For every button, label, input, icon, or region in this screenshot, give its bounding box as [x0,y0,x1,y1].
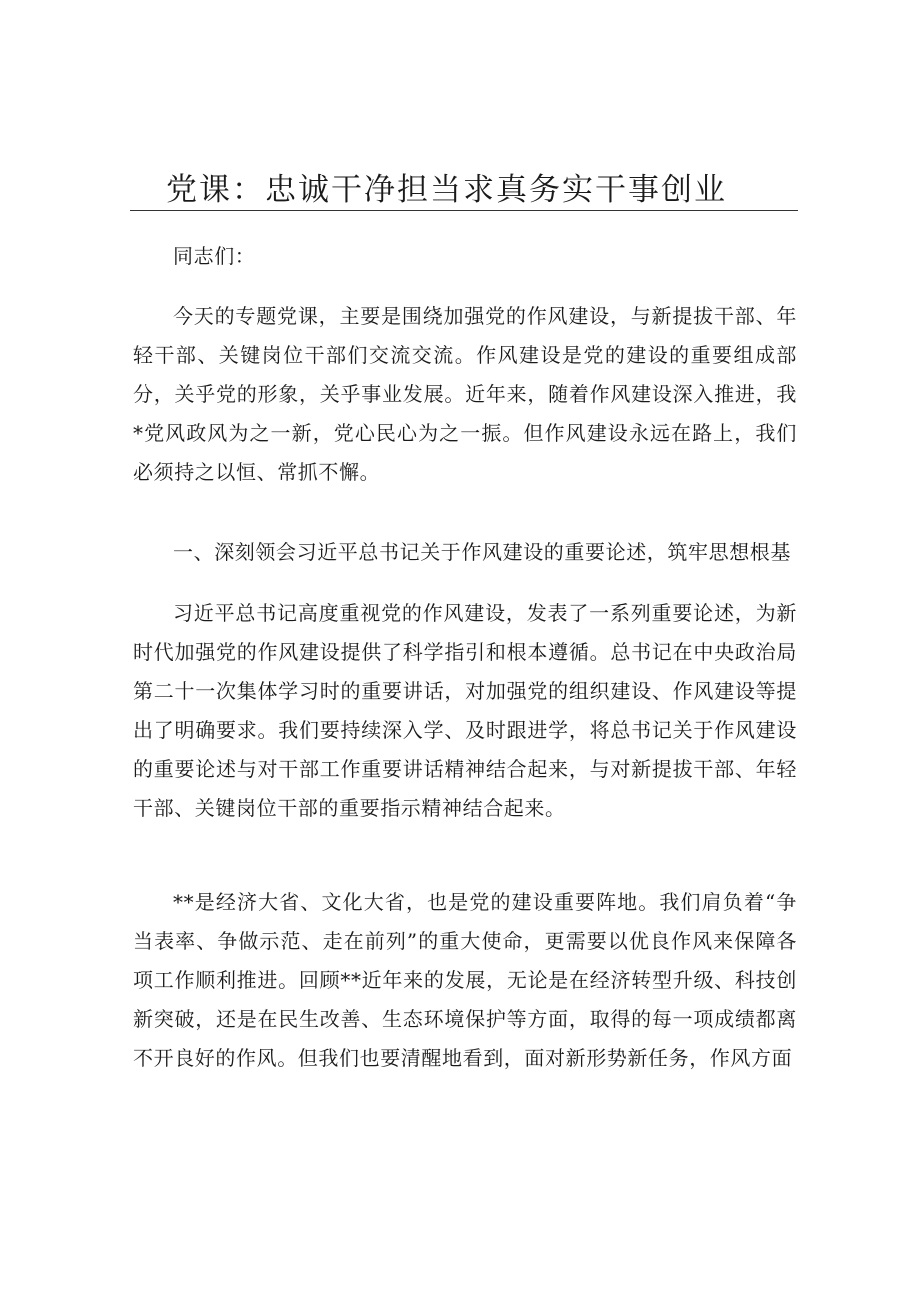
paragraph-section-1-body: 习近平总书记高度重视党的作风建设，发表了一系列重要论述，为新时代加强党的作风建设提供了科学指引和根本遵循。总书记在中央政治局第二十一次集体学习时的重要讲话，对加强党的组织建设、作风建设等提出了明确要求。我们要持续深入学、及时跟进学，将总书记关于作风建设的重要论述与对干部工作重要讲话精神结合起来，与对新提拔干部、年轻干部、关键岗位干部的重要指示精神结合起来。 [133,601,797,820]
title-underline [130,210,798,211]
section-heading-1: 一、深刻领会习近平总书记关于作风建设的重要论述，筑牢思想根基 [173,540,791,564]
paragraph-intro: 今天的专题党课，主要是围绕加强党的作风建设，与新提拔干部、年轻干部、关键岗位干部们交流交流。作风建设是党的建设的重要组成部分，关乎党的形象，关乎事业发展。近年来，随着作风建设深入推进，我*党风政风为之一新，党心民心为之一振。但作风建设永远在路上，我们必须持之以恒、常抓不懈。 [133,304,797,484]
document-title: 党课：忠诚干净担当求真务实干事创业 [166,172,727,208]
salutation: 同志们： [173,244,256,268]
paragraph-province-context: **是经济大省、文化大省，也是党的建设重要阵地。我们肩负着“争当表率、争做示范、走在前列”的重大使命，更需要以优良作风来保障各项工作顺利推进。回顾**近年来的发展，无论是在经济转型升级、科技创新突破，还是在民生改善、生态环境保护等方面，取得的每一项成绩都离不开良好的作风。但我们也要清醒地看到，面对新形势新任务，作风方面 [133,890,797,1070]
